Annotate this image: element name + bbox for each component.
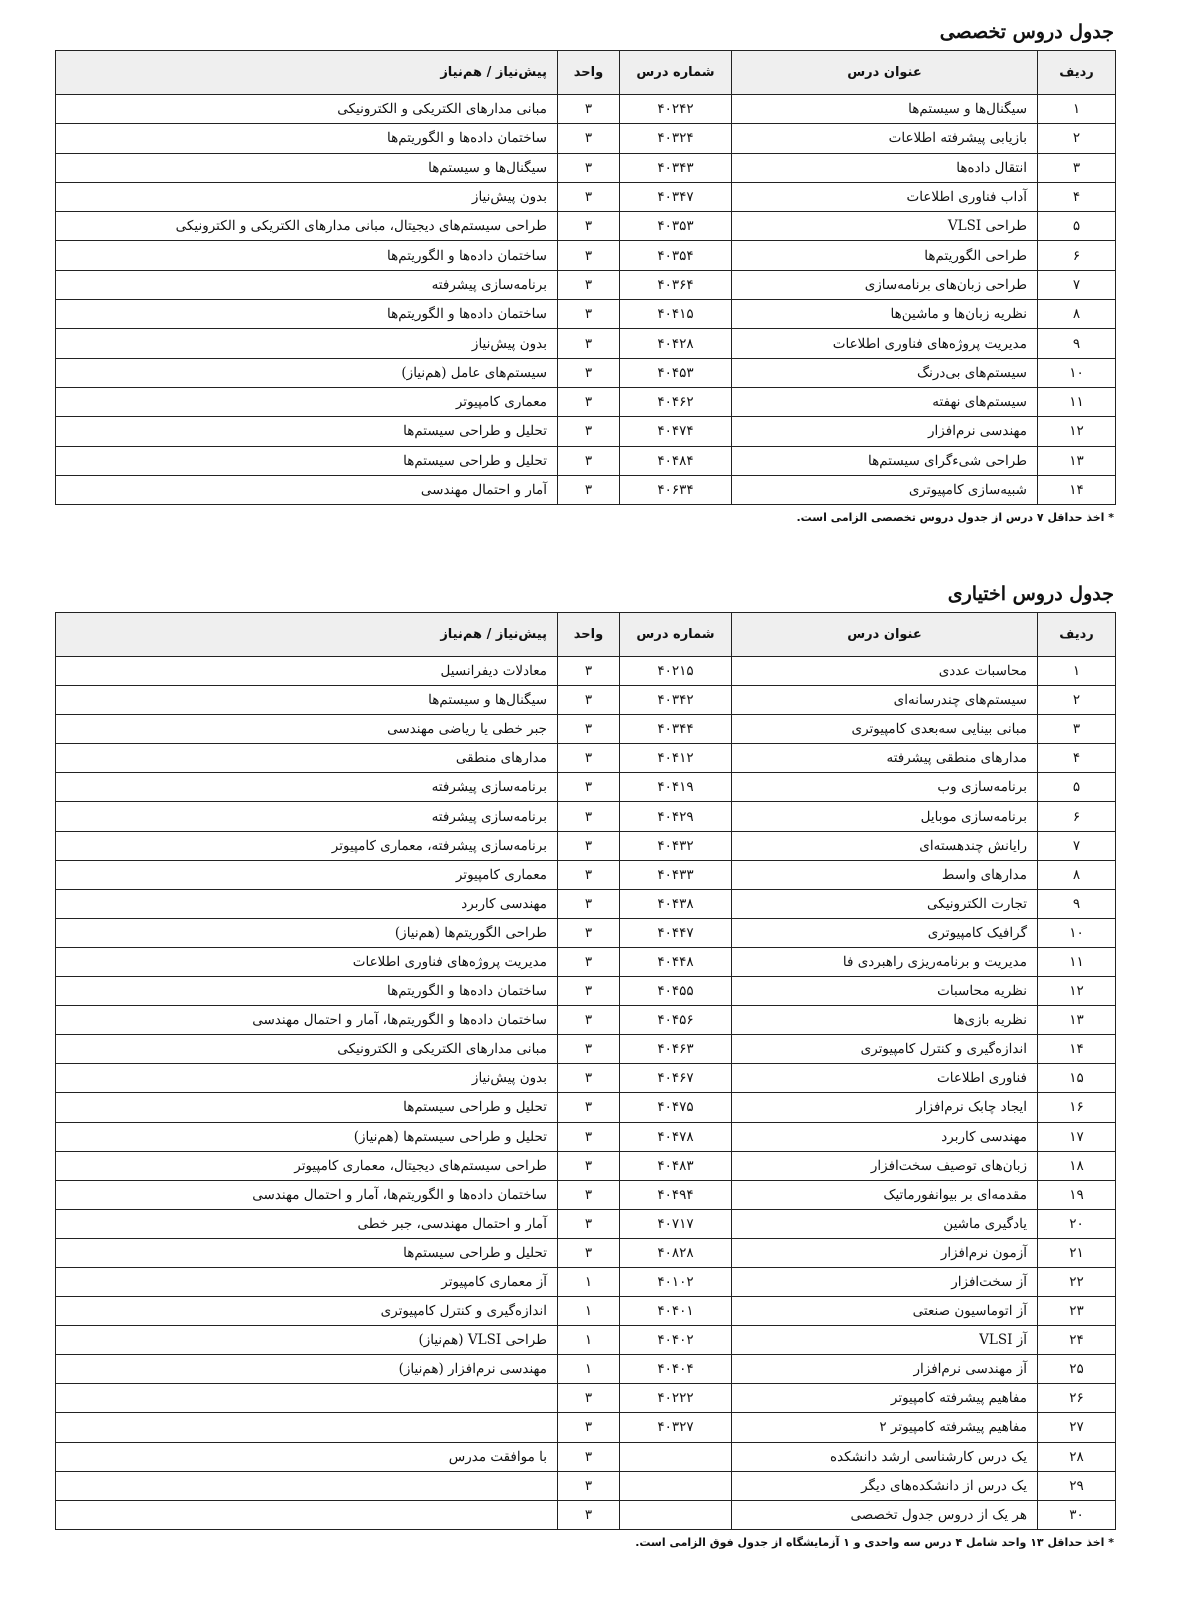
course-title-cell: انتقال داده‌ها bbox=[732, 153, 1038, 182]
course-number-cell: ۴۰۴۸۳ bbox=[620, 1151, 732, 1180]
course-number-cell: ۴۰۴۸۴ bbox=[620, 446, 732, 475]
units-cell: ۳ bbox=[558, 686, 620, 715]
prereq-cell: مبانی مدارهای الکتریکی و الکترونیکی bbox=[56, 1035, 558, 1064]
course-number-cell: ۴۰۳۴۳ bbox=[620, 153, 732, 182]
course-title-cell: گرافیک کامپیوتری bbox=[732, 918, 1038, 947]
units-cell: ۳ bbox=[558, 300, 620, 329]
table-row bbox=[56, 182, 1116, 211]
row-number-cell: ۱۱ bbox=[1038, 947, 1116, 976]
prereq-cell bbox=[56, 1500, 558, 1529]
table-row bbox=[56, 977, 1116, 1006]
elective-courses-table bbox=[55, 612, 1116, 1530]
row-number-cell: ۱۱ bbox=[1038, 387, 1116, 416]
course-title-cell: فناوری اطلاعات bbox=[732, 1064, 1038, 1093]
table-row bbox=[56, 1442, 1116, 1471]
course-title-cell: سیستم‌های چندرسانه‌ای bbox=[732, 686, 1038, 715]
prereq-cell: ساختمان داده‌ها و الگوریتم‌ها، آمار و احتمال مهندسی bbox=[56, 1180, 558, 1209]
course-number-cell: ۴۰۴۳۸ bbox=[620, 889, 732, 918]
table-row bbox=[56, 241, 1116, 270]
row-number-cell: ۱۳ bbox=[1038, 1006, 1116, 1035]
course-title-cell: برنامه‌سازی موبایل bbox=[732, 802, 1038, 831]
table-row bbox=[56, 387, 1116, 416]
specialized-table-title: جدول دروس تخصصی bbox=[939, 21, 1114, 43]
course-number-cell bbox=[620, 1500, 732, 1529]
col-header-units: واحد bbox=[558, 51, 620, 95]
course-title-cell: نظریه بازی‌ها bbox=[732, 1006, 1038, 1035]
row-number-cell: ۱۴ bbox=[1038, 475, 1116, 504]
col-header-course-title: عنوان درس bbox=[732, 613, 1038, 657]
course-number-cell: ۴۰۴۷۸ bbox=[620, 1122, 732, 1151]
table-row bbox=[56, 1471, 1116, 1500]
prereq-cell bbox=[56, 1471, 558, 1500]
table-row bbox=[56, 329, 1116, 358]
prereq-cell: مهندسی نرم‌افزار (هم‌نیاز) bbox=[56, 1355, 558, 1384]
table-row bbox=[56, 124, 1116, 153]
units-cell: ۳ bbox=[558, 212, 620, 241]
units-cell: ۳ bbox=[558, 947, 620, 976]
prereq-cell: تحلیل و طراحی سیستم‌ها bbox=[56, 1238, 558, 1267]
table-row bbox=[56, 744, 1116, 773]
col-header-course-number: شماره درس bbox=[620, 613, 732, 657]
course-title-cell: آز VLSI bbox=[732, 1326, 1038, 1355]
course-title-cell: ایجاد چابک نرم‌افزار bbox=[732, 1093, 1038, 1122]
units-cell: ۳ bbox=[558, 387, 620, 416]
course-number-cell: ۴۰۴۲۹ bbox=[620, 802, 732, 831]
course-number-cell bbox=[620, 1471, 732, 1500]
course-number-cell: ۴۰۴۶۳ bbox=[620, 1035, 732, 1064]
prereq-cell: طراحی سیستم‌های دیجیتال، معماری کامپیوتر bbox=[56, 1151, 558, 1180]
row-number-cell: ۳ bbox=[1038, 715, 1116, 744]
course-number-cell: ۴۰۴۰۲ bbox=[620, 1326, 732, 1355]
course-number-cell: ۴۰۳۲۷ bbox=[620, 1413, 732, 1442]
course-title-cell: نظریه محاسبات bbox=[732, 977, 1038, 1006]
units-cell: ۱ bbox=[558, 1326, 620, 1355]
units-cell: ۳ bbox=[558, 1035, 620, 1064]
table-row bbox=[56, 1180, 1116, 1209]
units-cell: ۳ bbox=[558, 446, 620, 475]
units-cell: ۱ bbox=[558, 1297, 620, 1326]
units-cell: ۱ bbox=[558, 1355, 620, 1384]
course-title-cell: مدارهای منطقی پیشرفته bbox=[732, 744, 1038, 773]
prereq-cell: برنامه‌سازی پیشرفته bbox=[56, 802, 558, 831]
course-title-cell: محاسبات عددی bbox=[732, 657, 1038, 686]
row-number-cell: ۳۰ bbox=[1038, 1500, 1116, 1529]
units-cell: ۳ bbox=[558, 1180, 620, 1209]
course-title-cell: طراحی VLSI bbox=[732, 212, 1038, 241]
course-title-cell: مقدمه‌ای بر بیوانفورماتیک bbox=[732, 1180, 1038, 1209]
course-title-cell: یک درس از دانشکده‌های دیگر bbox=[732, 1471, 1038, 1500]
row-number-cell: ۲۴ bbox=[1038, 1326, 1116, 1355]
course-number-cell: ۴۰۶۳۴ bbox=[620, 475, 732, 504]
specialized-footnote: * اخذ حداقل ۷ درس از جدول دروس تخصصی الزامی است. bbox=[796, 511, 1114, 525]
row-number-cell: ۵ bbox=[1038, 212, 1116, 241]
row-number-cell: ۷ bbox=[1038, 270, 1116, 299]
row-number-cell: ۱۰ bbox=[1038, 358, 1116, 387]
units-cell: ۳ bbox=[558, 1384, 620, 1413]
course-title-cell: مدیریت و برنامه‌ریزی راهبردی فا bbox=[732, 947, 1038, 976]
row-number-cell: ۵ bbox=[1038, 773, 1116, 802]
course-number-cell: ۴۰۴۷۴ bbox=[620, 417, 732, 446]
specialized-courses-section bbox=[56, 14, 1116, 524]
course-title-cell: مهندسی کاربرد bbox=[732, 1122, 1038, 1151]
course-number-cell: ۴۰۴۲۸ bbox=[620, 329, 732, 358]
units-cell: ۳ bbox=[558, 270, 620, 299]
course-number-cell: ۴۰۲۴۲ bbox=[620, 95, 732, 124]
course-number-cell: ۴۰۴۱۹ bbox=[620, 773, 732, 802]
course-title-cell: تجارت الکترونیکی bbox=[732, 889, 1038, 918]
table-row bbox=[56, 1064, 1116, 1093]
course-title-cell: برنامه‌سازی وب bbox=[732, 773, 1038, 802]
prereq-cell: ساختمان داده‌ها و الگوریتم‌ها bbox=[56, 241, 558, 270]
course-number-cell: ۴۰۸۲۸ bbox=[620, 1238, 732, 1267]
elective-courses-section bbox=[56, 576, 1116, 1549]
course-title-cell: سیگنال‌ها و سیستم‌ها bbox=[732, 95, 1038, 124]
prereq-cell: برنامه‌سازی پیشرفته، معماری کامپیوتر bbox=[56, 831, 558, 860]
course-number-cell: ۴۰۴۶۲ bbox=[620, 387, 732, 416]
units-cell: ۳ bbox=[558, 657, 620, 686]
course-title-cell: نظریه زبان‌ها و ماشین‌ها bbox=[732, 300, 1038, 329]
row-number-cell: ۹ bbox=[1038, 889, 1116, 918]
table-row bbox=[56, 831, 1116, 860]
prereq-cell: اندازه‌گیری و کنترل کامپیوتری bbox=[56, 1297, 558, 1326]
table-row bbox=[56, 1267, 1116, 1296]
course-number-cell: ۴۰۳۴۷ bbox=[620, 182, 732, 211]
prereq-cell: آز معماری کامپیوتر bbox=[56, 1267, 558, 1296]
course-number-cell: ۴۰۷۱۷ bbox=[620, 1209, 732, 1238]
course-title-cell: اندازه‌گیری و کنترل کامپیوتری bbox=[732, 1035, 1038, 1064]
col-header-row: ردیف bbox=[1038, 613, 1116, 657]
row-number-cell: ۱ bbox=[1038, 657, 1116, 686]
units-cell: ۳ bbox=[558, 1442, 620, 1471]
prereq-cell bbox=[56, 1384, 558, 1413]
course-title-cell: آز اتوماسیون صنعتی bbox=[732, 1297, 1038, 1326]
row-number-cell: ۱۰ bbox=[1038, 918, 1116, 947]
units-cell: ۳ bbox=[558, 329, 620, 358]
units-cell: ۳ bbox=[558, 95, 620, 124]
prereq-cell: آمار و احتمال مهندسی، جبر خطی bbox=[56, 1209, 558, 1238]
row-number-cell: ۲ bbox=[1038, 124, 1116, 153]
row-number-cell: ۲۷ bbox=[1038, 1413, 1116, 1442]
table-row bbox=[56, 715, 1116, 744]
course-title-cell: سیستم‌های بی‌درنگ bbox=[732, 358, 1038, 387]
table-row bbox=[56, 1151, 1116, 1180]
course-title-cell: شبیه‌سازی کامپیوتری bbox=[732, 475, 1038, 504]
prereq-cell: برنامه‌سازی پیشرفته bbox=[56, 773, 558, 802]
prereq-cell bbox=[56, 1413, 558, 1442]
row-number-cell: ۳ bbox=[1038, 153, 1116, 182]
prereq-cell: معماری کامپیوتر bbox=[56, 860, 558, 889]
units-cell: ۳ bbox=[558, 744, 620, 773]
course-number-cell: ۴۰۴۶۷ bbox=[620, 1064, 732, 1093]
units-cell: ۳ bbox=[558, 475, 620, 504]
table-row bbox=[56, 1209, 1116, 1238]
course-number-cell: ۴۰۴۴۷ bbox=[620, 918, 732, 947]
course-title-cell: طراحی زبان‌های برنامه‌سازی bbox=[732, 270, 1038, 299]
prereq-cell: تحلیل و طراحی سیستم‌ها bbox=[56, 446, 558, 475]
table-row bbox=[56, 802, 1116, 831]
table-row bbox=[56, 1355, 1116, 1384]
prereq-cell: سیگنال‌ها و سیستم‌ها bbox=[56, 153, 558, 182]
units-cell: ۳ bbox=[558, 153, 620, 182]
table-row bbox=[56, 1035, 1116, 1064]
table-row bbox=[56, 1326, 1116, 1355]
elective-footnote: * اخذ حداقل ۱۳ واحد شامل ۴ درس سه واحدی و ۱ آزمایشگاه از جدول فوق الزامی است. bbox=[635, 1535, 1114, 1549]
units-cell: ۳ bbox=[558, 1209, 620, 1238]
course-title-cell: مدارهای واسط bbox=[732, 860, 1038, 889]
course-title-cell: بازیابی پیشرفته اطلاعات bbox=[732, 124, 1038, 153]
table-row bbox=[56, 300, 1116, 329]
course-number-cell: ۴۰۳۶۴ bbox=[620, 270, 732, 299]
units-cell: ۳ bbox=[558, 1006, 620, 1035]
units-cell: ۳ bbox=[558, 889, 620, 918]
course-number-cell: ۴۰۲۱۵ bbox=[620, 657, 732, 686]
course-title-cell: رایانش چندهسته‌ای bbox=[732, 831, 1038, 860]
row-number-cell: ۲ bbox=[1038, 686, 1116, 715]
prereq-cell: بدون پیش‌نیاز bbox=[56, 1064, 558, 1093]
units-cell: ۳ bbox=[558, 831, 620, 860]
prereq-cell: تحلیل و طراحی سیستم‌ها (هم‌نیاز) bbox=[56, 1122, 558, 1151]
units-cell: ۳ bbox=[558, 918, 620, 947]
course-title-cell: سیستم‌های نهفته bbox=[732, 387, 1038, 416]
table-row bbox=[56, 686, 1116, 715]
prereq-cell: بدون پیش‌نیاز bbox=[56, 329, 558, 358]
course-title-cell: یادگیری ماشین bbox=[732, 1209, 1038, 1238]
units-cell: ۱ bbox=[558, 1267, 620, 1296]
row-number-cell: ۲۲ bbox=[1038, 1267, 1116, 1296]
table-row bbox=[56, 773, 1116, 802]
col-header-prereq: پیش‌نیاز / هم‌نیاز bbox=[56, 51, 558, 95]
row-number-cell: ۱۵ bbox=[1038, 1064, 1116, 1093]
table-row bbox=[56, 947, 1116, 976]
units-cell: ۳ bbox=[558, 1413, 620, 1442]
course-number-cell: ۴۰۳۴۴ bbox=[620, 715, 732, 744]
row-number-cell: ۲۹ bbox=[1038, 1471, 1116, 1500]
course-number-cell: ۴۰۴۳۳ bbox=[620, 860, 732, 889]
table-row bbox=[56, 1238, 1116, 1267]
course-number-cell bbox=[620, 1442, 732, 1471]
course-title-cell: مهندسی نرم‌افزار bbox=[732, 417, 1038, 446]
units-cell: ۳ bbox=[558, 417, 620, 446]
row-number-cell: ۱۴ bbox=[1038, 1035, 1116, 1064]
units-cell: ۳ bbox=[558, 1471, 620, 1500]
units-cell: ۳ bbox=[558, 1064, 620, 1093]
row-number-cell: ۱۹ bbox=[1038, 1180, 1116, 1209]
row-number-cell: ۱۲ bbox=[1038, 417, 1116, 446]
prereq-cell: جبر خطی یا ریاضی مهندسی bbox=[56, 715, 558, 744]
course-number-cell: ۴۰۴۱۵ bbox=[620, 300, 732, 329]
prereq-cell: بدون پیش‌نیاز bbox=[56, 182, 558, 211]
course-number-cell: ۴۰۴۴۸ bbox=[620, 947, 732, 976]
row-number-cell: ۴ bbox=[1038, 182, 1116, 211]
units-cell: ۳ bbox=[558, 358, 620, 387]
prereq-cell: سیستم‌های عامل (هم‌نیاز) bbox=[56, 358, 558, 387]
course-title-cell: مدیریت پروژه‌های فناوری اطلاعات bbox=[732, 329, 1038, 358]
units-cell: ۳ bbox=[558, 241, 620, 270]
course-number-cell: ۴۰۴۵۵ bbox=[620, 977, 732, 1006]
row-number-cell: ۲۱ bbox=[1038, 1238, 1116, 1267]
prereq-cell: طراحی الگوریتم‌ها (هم‌نیاز) bbox=[56, 918, 558, 947]
course-number-cell: ۴۰۴۷۵ bbox=[620, 1093, 732, 1122]
units-cell: ۳ bbox=[558, 977, 620, 1006]
units-cell: ۳ bbox=[558, 1500, 620, 1529]
table-row bbox=[56, 1006, 1116, 1035]
course-number-cell: ۴۰۴۱۲ bbox=[620, 744, 732, 773]
course-title-cell: مفاهیم پیشرفته کامپیوتر ۲ bbox=[732, 1413, 1038, 1442]
course-title-cell: طراحی شیء‌گرای سیستم‌ها bbox=[732, 446, 1038, 475]
table-row bbox=[56, 446, 1116, 475]
prereq-cell: تحلیل و طراحی سیستم‌ها bbox=[56, 417, 558, 446]
course-number-cell: ۴۰۴۵۳ bbox=[620, 358, 732, 387]
col-header-course-number: شماره درس bbox=[620, 51, 732, 95]
table-row bbox=[56, 1122, 1116, 1151]
table-row bbox=[56, 1297, 1116, 1326]
specialized-courses-table bbox=[55, 50, 1116, 505]
prereq-cell: مدارهای منطقی bbox=[56, 744, 558, 773]
row-number-cell: ۲۶ bbox=[1038, 1384, 1116, 1413]
course-title-cell: زبان‌های توصیف سخت‌افزار bbox=[732, 1151, 1038, 1180]
row-number-cell: ۱۸ bbox=[1038, 1151, 1116, 1180]
prereq-cell: آمار و احتمال مهندسی bbox=[56, 475, 558, 504]
table-header-row bbox=[56, 613, 1116, 657]
table-header-row bbox=[56, 51, 1116, 95]
prereq-cell: ساختمان داده‌ها و الگوریتم‌ها، آمار و احتمال مهندسی bbox=[56, 1006, 558, 1035]
course-title-cell: مبانی بینایی سه‌بعدی کامپیوتری bbox=[732, 715, 1038, 744]
row-number-cell: ۸ bbox=[1038, 300, 1116, 329]
row-number-cell: ۲۳ bbox=[1038, 1297, 1116, 1326]
row-number-cell: ۱۶ bbox=[1038, 1093, 1116, 1122]
row-number-cell: ۱ bbox=[1038, 95, 1116, 124]
table-row bbox=[56, 918, 1116, 947]
prereq-cell: مدیریت پروژه‌های فناوری اطلاعات bbox=[56, 947, 558, 976]
course-number-cell: ۴۰۱۰۲ bbox=[620, 1267, 732, 1296]
table-row bbox=[56, 270, 1116, 299]
prereq-cell: برنامه‌سازی پیشرفته bbox=[56, 270, 558, 299]
course-title-cell: مفاهیم پیشرفته کامپیوتر bbox=[732, 1384, 1038, 1413]
course-number-cell: ۴۰۴۵۶ bbox=[620, 1006, 732, 1035]
prereq-cell: مهندسی کاربرد bbox=[56, 889, 558, 918]
row-number-cell: ۸ bbox=[1038, 860, 1116, 889]
prereq-cell: طراحی VLSI (هم‌نیاز) bbox=[56, 1326, 558, 1355]
col-header-prereq: پیش‌نیاز / هم‌نیاز bbox=[56, 613, 558, 657]
prereq-cell: ساختمان داده‌ها و الگوریتم‌ها bbox=[56, 124, 558, 153]
col-header-course-title: عنوان درس bbox=[732, 51, 1038, 95]
row-number-cell: ۶ bbox=[1038, 241, 1116, 270]
row-number-cell: ۹ bbox=[1038, 329, 1116, 358]
units-cell: ۳ bbox=[558, 1093, 620, 1122]
table-row bbox=[56, 358, 1116, 387]
table-row bbox=[56, 1500, 1116, 1529]
row-number-cell: ۱۳ bbox=[1038, 446, 1116, 475]
prereq-cell: معادلات دیفرانسیل bbox=[56, 657, 558, 686]
prereq-cell: ساختمان داده‌ها و الگوریتم‌ها bbox=[56, 300, 558, 329]
prereq-cell: با موافقت مدرس bbox=[56, 1442, 558, 1471]
prereq-cell: طراحی سیستم‌های دیجیتال، مبانی مدارهای الکتریکی و الکترونیکی bbox=[56, 212, 558, 241]
course-number-cell: ۴۰۴۳۲ bbox=[620, 831, 732, 860]
course-title-cell: آز سخت‌افزار bbox=[732, 1267, 1038, 1296]
row-number-cell: ۷ bbox=[1038, 831, 1116, 860]
course-number-cell: ۴۰۲۲۲ bbox=[620, 1384, 732, 1413]
course-number-cell: ۴۰۴۹۴ bbox=[620, 1180, 732, 1209]
course-title-cell: یک درس کارشناسی ارشد دانشکده bbox=[732, 1442, 1038, 1471]
table-row bbox=[56, 1384, 1116, 1413]
course-number-cell: ۴۰۳۵۳ bbox=[620, 212, 732, 241]
prereq-cell: تحلیل و طراحی سیستم‌ها bbox=[56, 1093, 558, 1122]
course-title-cell: آزمون نرم‌افزار bbox=[732, 1238, 1038, 1267]
units-cell: ۳ bbox=[558, 124, 620, 153]
units-cell: ۳ bbox=[558, 715, 620, 744]
table-row bbox=[56, 417, 1116, 446]
table-row bbox=[56, 1093, 1116, 1122]
table-row bbox=[56, 212, 1116, 241]
units-cell: ۳ bbox=[558, 773, 620, 802]
course-number-cell: ۴۰۳۲۴ bbox=[620, 124, 732, 153]
units-cell: ۳ bbox=[558, 860, 620, 889]
row-number-cell: ۲۸ bbox=[1038, 1442, 1116, 1471]
course-number-cell: ۴۰۳۵۴ bbox=[620, 241, 732, 270]
prereq-cell: ساختمان داده‌ها و الگوریتم‌ها bbox=[56, 977, 558, 1006]
row-number-cell: ۱۲ bbox=[1038, 977, 1116, 1006]
units-cell: ۳ bbox=[558, 802, 620, 831]
course-title-cell: هر یک از دروس جدول تخصصی bbox=[732, 1500, 1038, 1529]
col-header-units: واحد bbox=[558, 613, 620, 657]
units-cell: ۳ bbox=[558, 1122, 620, 1151]
row-number-cell: ۱۷ bbox=[1038, 1122, 1116, 1151]
table-row bbox=[56, 1413, 1116, 1442]
course-number-cell: ۴۰۳۴۲ bbox=[620, 686, 732, 715]
row-number-cell: ۲۵ bbox=[1038, 1355, 1116, 1384]
table-row bbox=[56, 153, 1116, 182]
units-cell: ۳ bbox=[558, 182, 620, 211]
prereq-cell: سیگنال‌ها و سیستم‌ها bbox=[56, 686, 558, 715]
col-header-row: ردیف bbox=[1038, 51, 1116, 95]
table-row bbox=[56, 475, 1116, 504]
table-row bbox=[56, 889, 1116, 918]
course-number-cell: ۴۰۴۰۴ bbox=[620, 1355, 732, 1384]
course-title-cell: آز مهندسی نرم‌افزار bbox=[732, 1355, 1038, 1384]
units-cell: ۳ bbox=[558, 1238, 620, 1267]
course-title-cell: آداب فناوری اطلاعات bbox=[732, 182, 1038, 211]
prereq-cell: معماری کامپیوتر bbox=[56, 387, 558, 416]
course-title-cell: طراحی الگوریتم‌ها bbox=[732, 241, 1038, 270]
table-row bbox=[56, 95, 1116, 124]
row-number-cell: ۲۰ bbox=[1038, 1209, 1116, 1238]
table-row bbox=[56, 860, 1116, 889]
units-cell: ۳ bbox=[558, 1151, 620, 1180]
row-number-cell: ۶ bbox=[1038, 802, 1116, 831]
prereq-cell: مبانی مدارهای الکتریکی و الکترونیکی bbox=[56, 95, 558, 124]
row-number-cell: ۴ bbox=[1038, 744, 1116, 773]
elective-table-title: جدول دروس اختیاری bbox=[947, 583, 1114, 605]
table-row bbox=[56, 657, 1116, 686]
course-number-cell: ۴۰۴۰۱ bbox=[620, 1297, 732, 1326]
